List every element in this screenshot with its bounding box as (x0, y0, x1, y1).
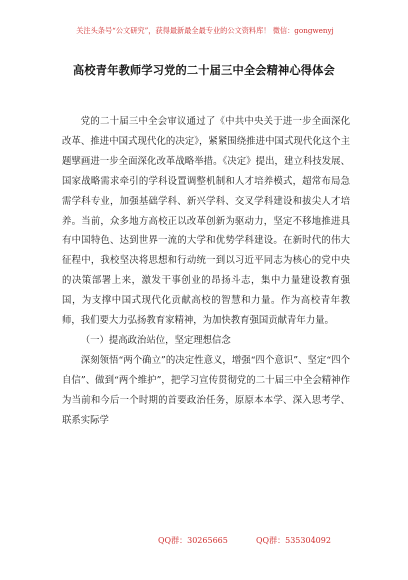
document-body (62, 112, 350, 431)
document-title: 高校青年教师学习党的二十届三中全会精神心得体会 (73, 63, 335, 77)
body-paragraph: 党的二十届三中全会审议通过了《中共中央关于进一步全面深化改革、推进中国式现代化的决定》，紧紧围绕推进中国式现代化这个主题擘画进一步全面深化改革战略举措。《决定》提出，建立科技发展、国家战略需求牵引的学科设置调整机制和人才培养模式，超常布局急需学科专业，加强基础学科、新兴学科、交叉学科建设和拔尖人才培养。当前，众多地方高校正以改革创新为驱动力，坚定不移地推进具有中国特色、达到世界一流的大学和优势学科建设。在新时代的伟大征程中，我校坚决将思想和行动统一到以习近平同志为核心的党中央的决策部署上来，激发干事创业的昂扬斗志，集中力量建设教育强国，为支撑中国式现代化贡献高校的智慧和力量。作为高校青年教师，我们要大力弘扬教育家精神，为加快教育强国贡献青年力量。 (62, 116, 350, 327)
footer-qq-group-2: QQ群：535304092 (256, 536, 331, 545)
header-promo-banner: 关注头条号“公文研究”，获得最新最全最专业的公文资料库！ 微信：gongwenyj (76, 26, 334, 35)
section-heading: （一）提高政治站位，坚定理想信念 (80, 334, 231, 346)
footer-contacts (0, 534, 408, 548)
footer-qq-group-1: QQ群：30265665 (158, 536, 228, 545)
section-paragraph: 深刻领悟“两个确立”的决定性意义，增强“四个意识”、坚定“四个自信”、做到“两个维护”，把学习宣传贯彻党的二十届三中全会精神作为当前和今后一个时期的首要政治任务，原原本本学、深入思考学、联系实际学 (62, 354, 350, 426)
